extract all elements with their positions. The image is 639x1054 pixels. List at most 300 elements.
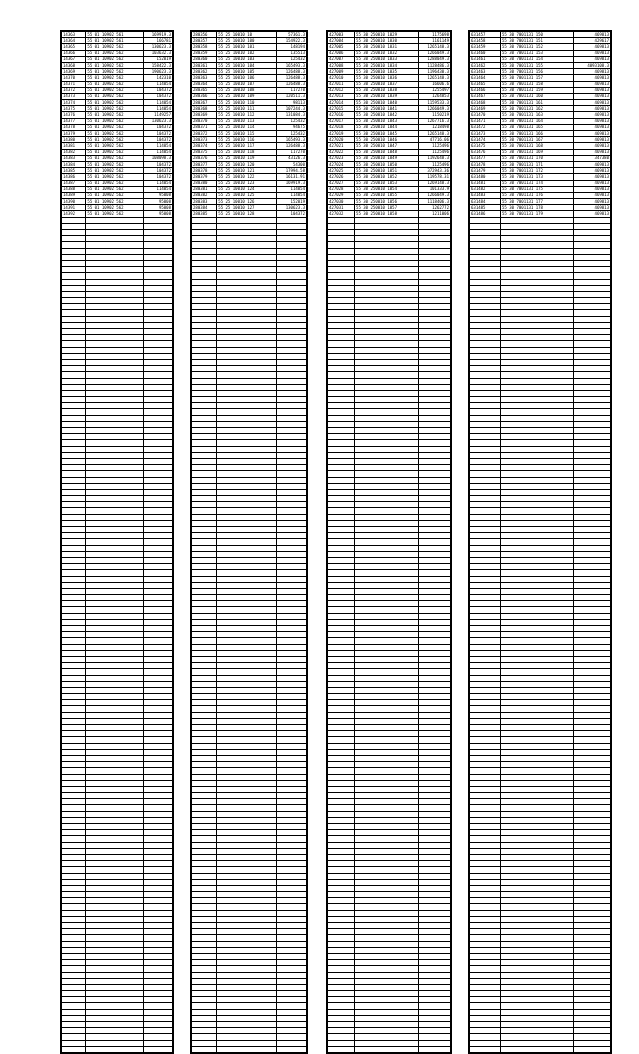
row-value-cell: 469813 (574, 75, 611, 81)
row-id-cell: 427004 (328, 38, 355, 44)
row-code-cell: 55 01 10902 562 (86, 44, 144, 50)
row-code-cell: 55 25 10010 124 (217, 186, 277, 192)
row-code-cell: 55 30 7001131 166 (501, 131, 574, 137)
row-id-cell: 631472 (470, 124, 501, 130)
row-id-cell: 427030 (328, 199, 355, 205)
row-id-cell: 631467 (470, 93, 501, 99)
row-code-cell: 55 30 7001131 175 (501, 186, 574, 192)
row-id-cell: 280380 (192, 180, 217, 186)
row-id-cell: 631477 (470, 155, 501, 161)
row-code-cell: 55 01 10902 562 (86, 211, 144, 217)
row-id-cell: 280375 (192, 149, 217, 155)
row-value-cell: 165493.3 (277, 62, 307, 68)
row-code-cell: 55 30 250010 1043 (355, 118, 419, 124)
row-id-cell: 280385 (192, 211, 217, 217)
row-value-cell: 104372 (144, 131, 173, 137)
row-value-cell: 103632.3 (144, 50, 173, 56)
row-value-cell: 469813 (574, 56, 611, 62)
row-id-cell: 14363 (62, 32, 86, 38)
row-code-cell: 55 25 10010 119 (217, 155, 277, 161)
row-id-cell: 14370 (62, 75, 86, 81)
row-id-cell: 427020 (328, 137, 355, 143)
row-id-cell: 14379 (62, 131, 86, 137)
row-id-cell: 427026 (328, 174, 355, 180)
row-value-cell: 469813 (574, 211, 611, 217)
row-code-cell: 55 25 10010 110 (217, 100, 277, 106)
row-code-cell: 55 30 250010 1033 (355, 56, 419, 62)
row-code-cell: 55 30 7001131 153 (501, 50, 574, 56)
row-value-cell: 152019 (144, 56, 173, 62)
row-id-cell: 14372 (62, 87, 86, 93)
row-id-cell: 427024 (328, 161, 355, 167)
table-block-4 (468, 30, 612, 1054)
table-row (62, 1046, 173, 1052)
row-code-cell (355, 1046, 419, 1052)
row-code-cell: 55 30 7001131 164 (501, 118, 574, 124)
row-code-cell: 55 30 250010 1049 (355, 155, 419, 161)
row-value-cell: 16606.6 (419, 81, 451, 87)
table-body (62, 32, 173, 1053)
row-value-cell: 1267716.3 (419, 118, 451, 124)
row-id-cell: 280358 (192, 44, 217, 50)
row-code-cell: 55 01 10902 562 (86, 124, 144, 130)
row-id-cell: 14390 (62, 199, 86, 205)
row-value-cell: 126488.3 (277, 69, 307, 75)
row-value-cell (144, 1046, 173, 1052)
row-id-cell: 427029 (328, 192, 355, 198)
table-row (192, 1046, 307, 1052)
row-id-cell: 14373 (62, 93, 86, 99)
row-code-cell: 55 30 7001131 162 (501, 106, 574, 112)
row-code-cell: 55 30 7001131 174 (501, 180, 574, 186)
row-id-cell: 427008 (328, 62, 355, 68)
row-code-cell (86, 1046, 144, 1052)
row-value-cell: 126488.3 (277, 81, 307, 87)
row-id-cell: 427028 (328, 186, 355, 192)
row-value-cell: 1196430.3 (419, 69, 451, 75)
row-code-cell: 55 01 10902 562 (86, 50, 144, 56)
row-id-cell: 14369 (62, 69, 86, 75)
row-value-cell: 165493.3 (277, 137, 307, 143)
row-value-cell: 131084.3 (277, 112, 307, 118)
row-code-cell: 55 25 10010 127 (217, 205, 277, 211)
row-value-cell: 104372 (144, 137, 173, 143)
row-value-cell: 469813 (574, 137, 611, 143)
row-id-cell: 427032 (328, 211, 355, 217)
row-value-cell: 1288049.3 (419, 56, 451, 62)
row-code-cell: 55 01 10902 562 (86, 75, 144, 81)
row-value-cell (419, 1046, 451, 1052)
row-value-cell: 98113 (277, 100, 307, 106)
row-id-cell: 631479 (470, 168, 501, 174)
row-code-cell: 55 01 10902 562 (86, 155, 144, 161)
row-value-cell: 4093108.3 (574, 62, 611, 68)
row-value-cell: 114054 (144, 186, 173, 192)
row-id-cell: 14385 (62, 168, 86, 174)
row-id-cell: 280374 (192, 143, 217, 149)
row-value-cell: 152019 (277, 199, 307, 205)
row-id-cell: 280366 (192, 93, 217, 99)
row-value-cell: 148194 (277, 44, 307, 50)
row-value-cell: 95008 (144, 211, 173, 217)
row-id-cell: 427027 (328, 180, 355, 186)
row-value-cell: 1159533.3 (419, 100, 451, 106)
row-value-cell: 347380 (574, 155, 611, 161)
row-id-cell: 280359 (192, 50, 217, 56)
row-id-cell: 631480 (470, 174, 501, 180)
row-value-cell: 1125496 (419, 149, 451, 155)
row-id-cell: 280356 (192, 32, 217, 38)
row-value-cell: 104372 (144, 168, 173, 174)
row-id-cell: 631468 (470, 100, 501, 106)
row-value-cell: 1269148.3 (419, 180, 451, 186)
row-value-cell: 469813 (574, 50, 611, 56)
row-code-cell: 55 30 250010 1032 (355, 50, 419, 56)
row-value-cell: 469813 (574, 143, 611, 149)
row-id-cell: 427015 (328, 106, 355, 112)
row-value-cell: 1266049.3 (419, 50, 451, 56)
row-value-cell: 429617 (574, 38, 611, 44)
row-code-cell: 55 01 10902 562 (86, 112, 144, 118)
row-id-cell: 427022 (328, 149, 355, 155)
row-code-cell: 55 30 250010 1051 (355, 168, 419, 174)
row-id-cell: 280368 (192, 106, 217, 112)
row-value-cell: 54300 (277, 161, 307, 167)
row-value-cell: 469813 (574, 118, 611, 124)
row-id-cell: 14366 (62, 50, 86, 56)
row-id-cell: 280373 (192, 137, 217, 143)
row-value-cell: 120511.3 (277, 93, 307, 99)
row-value-cell: 1266049.3 (419, 192, 451, 198)
row-code-cell: 55 30 250010 1057 (355, 205, 419, 211)
row-value-cell: 469813 (574, 161, 611, 167)
row-id-cell: 631481 (470, 180, 501, 186)
row-id-cell: 280369 (192, 112, 217, 118)
row-value-cell: 469813 (574, 186, 611, 192)
row-code-cell: 55 01 10902 562 (86, 137, 144, 143)
row-code-cell: 55 25 10010 116 (217, 137, 277, 143)
row-value-cell: 154922.3 (277, 38, 307, 44)
row-id-cell: 280370 (192, 118, 217, 124)
row-value-cell: 17994.58 (277, 168, 307, 174)
row-id-cell: 14382 (62, 149, 86, 155)
row-value-cell: 1211006 (419, 211, 451, 217)
row-value-cell: 1128486.3 (419, 62, 451, 68)
row-id-cell: 427007 (328, 56, 355, 62)
row-value-cell: 114054 (277, 186, 307, 192)
row-value-cell: 469813 (574, 87, 611, 93)
row-value-cell: 117270 (277, 87, 307, 93)
row-value-cell: 130623.3 (144, 44, 173, 50)
row-id-cell: 280381 (192, 186, 217, 192)
row-id-cell: 280376 (192, 155, 217, 161)
row-id-cell: 14383 (62, 155, 86, 161)
row-code-cell: 55 25 10010 100 (217, 38, 277, 44)
row-code-cell: 55 30 7001131 160 (501, 93, 574, 99)
row-code-cell: 55 30 250010 1056 (355, 199, 419, 205)
row-code-cell: 55 30 250010 1040 (355, 100, 419, 106)
row-code-cell: 55 30 7001131 163 (501, 112, 574, 118)
row-code-cell: 55 01 10902 562 (86, 81, 144, 87)
row-value-cell: 130623.3 (277, 205, 307, 211)
row-id-cell: 631459 (470, 44, 501, 50)
row-value-cell: 142310 (144, 75, 173, 81)
row-code-cell (217, 1046, 277, 1052)
row-value-cell: 1149257 (144, 112, 173, 118)
row-id-cell: 427009 (328, 69, 355, 75)
row-code-cell: 55 30 7001131 150 (501, 32, 574, 38)
table-block-1 (60, 30, 174, 1054)
row-id-cell: 280362 (192, 69, 217, 75)
row-code-cell: 55 30 7001131 170 (501, 155, 574, 161)
row-id-cell: 631478 (470, 161, 501, 167)
row-value-cell: 1125496 (419, 161, 451, 167)
row-code-cell: 55 30 250010 1038 (355, 87, 419, 93)
row-value-cell: 114054 (277, 192, 307, 198)
row-code-cell: 55 30 7001131 171 (501, 161, 574, 167)
row-id-cell: 14381 (62, 143, 86, 149)
row-code-cell: 55 25 10010 111 (217, 106, 277, 112)
row-code-cell: 55 25 10010 10 (217, 32, 277, 38)
row-code-cell: 55 30 250010 1058 (355, 211, 419, 217)
row-id-cell: 427019 (328, 131, 355, 137)
row-value-cell: 57361.3 (277, 32, 307, 38)
row-id-cell: 631466 (470, 87, 501, 93)
row-value-cell: 1118406.3 (419, 199, 451, 205)
row-value-cell: 469813 (574, 106, 611, 112)
row-value-cell: 135513 (277, 50, 307, 56)
row-code-cell: 55 01 10902 562 (86, 186, 144, 192)
row-value-cell (277, 1046, 307, 1052)
row-id-cell: 427011 (328, 81, 355, 87)
row-code-cell: 55 25 10010 108 (217, 87, 277, 93)
row-code-cell: 55 01 10902 562 (86, 180, 144, 186)
row-value-cell: 469813 (574, 69, 611, 75)
table-body (192, 32, 307, 1053)
row-value-cell: 94675 (277, 124, 307, 130)
row-code-cell: 55 01 10902 562 (86, 100, 144, 106)
row-code-cell: 55 25 10010 107 (217, 81, 277, 87)
row-id-cell: 14364 (62, 38, 86, 44)
row-value-cell: 47716.06 (419, 137, 451, 143)
table-block-3 (326, 30, 452, 1054)
row-value-cell (574, 1046, 611, 1052)
row-code-cell: 55 30 250010 1031 (355, 44, 419, 50)
row-value-cell: 469813 (574, 112, 611, 118)
row-code-cell: 55 30 250010 1042 (355, 112, 419, 118)
row-value-cell: 126488.3 (277, 143, 307, 149)
row-id-cell: 631457 (470, 32, 501, 38)
row-id-cell: 631476 (470, 149, 501, 155)
row-id-cell: 631482 (470, 186, 501, 192)
row-code-cell: 55 25 10010 112 (217, 112, 277, 118)
row-id-cell: 280365 (192, 87, 217, 93)
row-id-cell: 631464 (470, 75, 501, 81)
row-code-cell: 55 25 10010 123 (217, 180, 277, 186)
row-value-cell: 469813 (574, 174, 611, 180)
row-id-cell: 14380 (62, 137, 86, 143)
row-id-cell: 427023 (328, 155, 355, 161)
row-code-cell: 55 25 10010 117 (217, 143, 277, 149)
row-id-cell: 280372 (192, 131, 217, 137)
row-id-cell: 14388 (62, 186, 86, 192)
row-code-cell: 55 30 250010 1039 (355, 93, 419, 99)
row-value-cell: 469813 (574, 199, 611, 205)
row-code-cell: 55 01 10902 562 (86, 205, 144, 211)
row-id-cell: 280382 (192, 192, 217, 198)
row-code-cell: 55 01 10902 562 (86, 106, 144, 112)
row-value-cell: 158422.3 (144, 62, 173, 68)
row-id-cell: 280364 (192, 81, 217, 87)
row-value-cell: 372943.36 (419, 168, 451, 174)
row-code-cell: 55 30 7001131 165 (501, 124, 574, 130)
row-id-cell: 14375 (62, 106, 86, 112)
row-id-cell: 631471 (470, 118, 501, 124)
row-value-cell: 469813 (574, 124, 611, 130)
row-code-cell: 55 25 10010 122 (217, 174, 277, 180)
row-code-cell: 55 01 10902 562 (86, 149, 144, 155)
row-value-cell: 1264853 (419, 93, 451, 99)
row-value-cell: 104372 (144, 93, 173, 99)
row-code-cell: 55 30 250010 1034 (355, 62, 419, 68)
row-id-cell: 631486 (470, 211, 501, 217)
row-value-cell: 469813 (574, 205, 611, 211)
row-value-cell: 469813 (574, 131, 611, 137)
row-value-cell: 469813 (574, 32, 611, 38)
row-id-cell: 427017 (328, 118, 355, 124)
row-code-cell: 55 25 10010 105 (217, 69, 277, 75)
row-code-cell: 55 01 10902 562 (86, 87, 144, 93)
row-id-cell: 14387 (62, 180, 86, 186)
row-id-cell: 280378 (192, 168, 217, 174)
row-id-cell: 427003 (328, 32, 355, 38)
row-code-cell: 55 30 250010 1054 (355, 186, 419, 192)
table-block-2 (190, 30, 308, 1054)
row-code-cell: 55 25 10010 120 (217, 161, 277, 167)
row-code-cell: 55 30 250010 1055 (355, 192, 419, 198)
row-code-cell: 55 01 10902 562 (86, 93, 144, 99)
row-code-cell: 55 30 250010 1029 (355, 32, 419, 38)
row-code-cell: 55 01 10902 562 (86, 131, 144, 137)
row-id-cell: 427025 (328, 168, 355, 174)
row-value-cell: 1125496 (419, 143, 451, 149)
row-code-cell: 55 01 10902 562 (86, 69, 144, 75)
row-code-cell: 55 25 10010 109 (217, 93, 277, 99)
row-id-cell: 631463 (470, 69, 501, 75)
row-code-cell: 55 30 250010 1045 (355, 131, 419, 137)
row-id-cell: 14391 (62, 205, 86, 211)
row-code-cell: 55 30 7001131 176 (501, 192, 574, 198)
row-code-cell: 55 01 10902 562 (86, 161, 144, 167)
row-value-cell: 1255497 (419, 87, 451, 93)
row-id-cell: 631465 (470, 81, 501, 87)
row-id-cell: 14386 (62, 174, 86, 180)
row-value-cell: 43126.3 (277, 155, 307, 161)
row-code-cell: 55 25 10010 115 (217, 131, 277, 137)
row-code-cell: 55 30 7001131 169 (501, 149, 574, 155)
row-code-cell: 55 30 250010 1044 (355, 124, 419, 130)
row-value-cell: 16131.91 (277, 174, 307, 180)
row-value-cell: 125432 (277, 131, 307, 137)
row-code-cell: 55 30 250010 1036 (355, 75, 419, 81)
row-id-cell: 280383 (192, 199, 217, 205)
row-code-cell: 55 30 7001131 167 (501, 137, 574, 143)
row-value-cell: 104372 (144, 124, 173, 130)
row-value-cell: 114054 (144, 100, 173, 106)
table-body (470, 32, 611, 1053)
row-id-cell (328, 1046, 355, 1052)
row-id-cell: 631470 (470, 112, 501, 118)
row-code-cell: 55 30 7001131 179 (501, 211, 574, 217)
row-value-cell: 1265148.3 (419, 75, 451, 81)
row-value-cell: 114054 (144, 149, 173, 155)
row-code-cell: 55 25 10010 128 (217, 211, 277, 217)
row-id-cell: 631484 (470, 199, 501, 205)
row-value-cell: 95008 (144, 199, 173, 205)
row-value-cell: 469813 (574, 180, 611, 186)
row-value-cell: 1175698 (419, 32, 451, 38)
row-id-cell: 14378 (62, 124, 86, 130)
row-id-cell: 280367 (192, 100, 217, 106)
row-value-cell: 469813 (574, 168, 611, 174)
row-code-cell: 55 01 10902 561 (86, 32, 144, 38)
row-code-cell: 55 01 10902 562 (86, 192, 144, 198)
row-value-cell: 114054 (144, 106, 173, 112)
row-id-cell: 631469 (470, 106, 501, 112)
row-id-cell (470, 1046, 501, 1052)
row-code-cell: 55 25 10010 104 (217, 62, 277, 68)
row-value-cell: 169919.3 (277, 180, 307, 186)
row-code-cell: 55 25 10010 101 (217, 44, 277, 50)
row-value-cell: 469813 (574, 100, 611, 106)
row-value-cell: 1150219 (419, 112, 451, 118)
table-body (328, 32, 451, 1053)
row-id-cell: 14368 (62, 62, 86, 68)
row-code-cell: 55 01 10902 561 (86, 38, 144, 44)
row-value-cell: 190623.3 (144, 69, 173, 75)
row-id-cell: 280357 (192, 38, 217, 44)
row-id-cell: 631460 (470, 50, 501, 56)
row-value-cell: 469813 (574, 192, 611, 198)
row-code-cell: 55 30 7001131 156 (501, 69, 574, 75)
row-id-cell: 631485 (470, 205, 501, 211)
row-id-cell: 14389 (62, 192, 86, 198)
row-value-cell: 125432 (277, 118, 307, 124)
row-id-cell: 14365 (62, 44, 86, 50)
row-id-cell: 427031 (328, 205, 355, 211)
row-value-cell: 101333.9 (419, 186, 451, 192)
row-value-cell: 169919.3 (144, 32, 173, 38)
row-code-cell: 55 01 10902 562 (86, 143, 144, 149)
row-code-cell: 55 30 250010 1041 (355, 106, 419, 112)
row-id-cell: 280360 (192, 56, 217, 62)
row-code-cell: 55 30 7001131 152 (501, 44, 574, 50)
row-id-cell: 427006 (328, 50, 355, 56)
row-value-cell: 95008 (144, 205, 173, 211)
row-code-cell: 55 30 7001131 178 (501, 205, 574, 211)
row-id-cell: 14384 (62, 161, 86, 167)
row-id-cell: 14374 (62, 100, 86, 106)
row-value-cell: 1218498 (419, 124, 451, 130)
row-code-cell: 55 30 7001131 168 (501, 143, 574, 149)
row-code-cell: 55 30 7001131 151 (501, 38, 574, 44)
row-id-cell: 427014 (328, 100, 355, 106)
row-code-cell: 55 25 10010 118 (217, 149, 277, 155)
row-id-cell: 427016 (328, 112, 355, 118)
row-id-cell: 427013 (328, 93, 355, 99)
row-code-cell: 55 01 10902 562 (86, 56, 144, 62)
row-value-cell: 1265148.3 (419, 44, 451, 50)
